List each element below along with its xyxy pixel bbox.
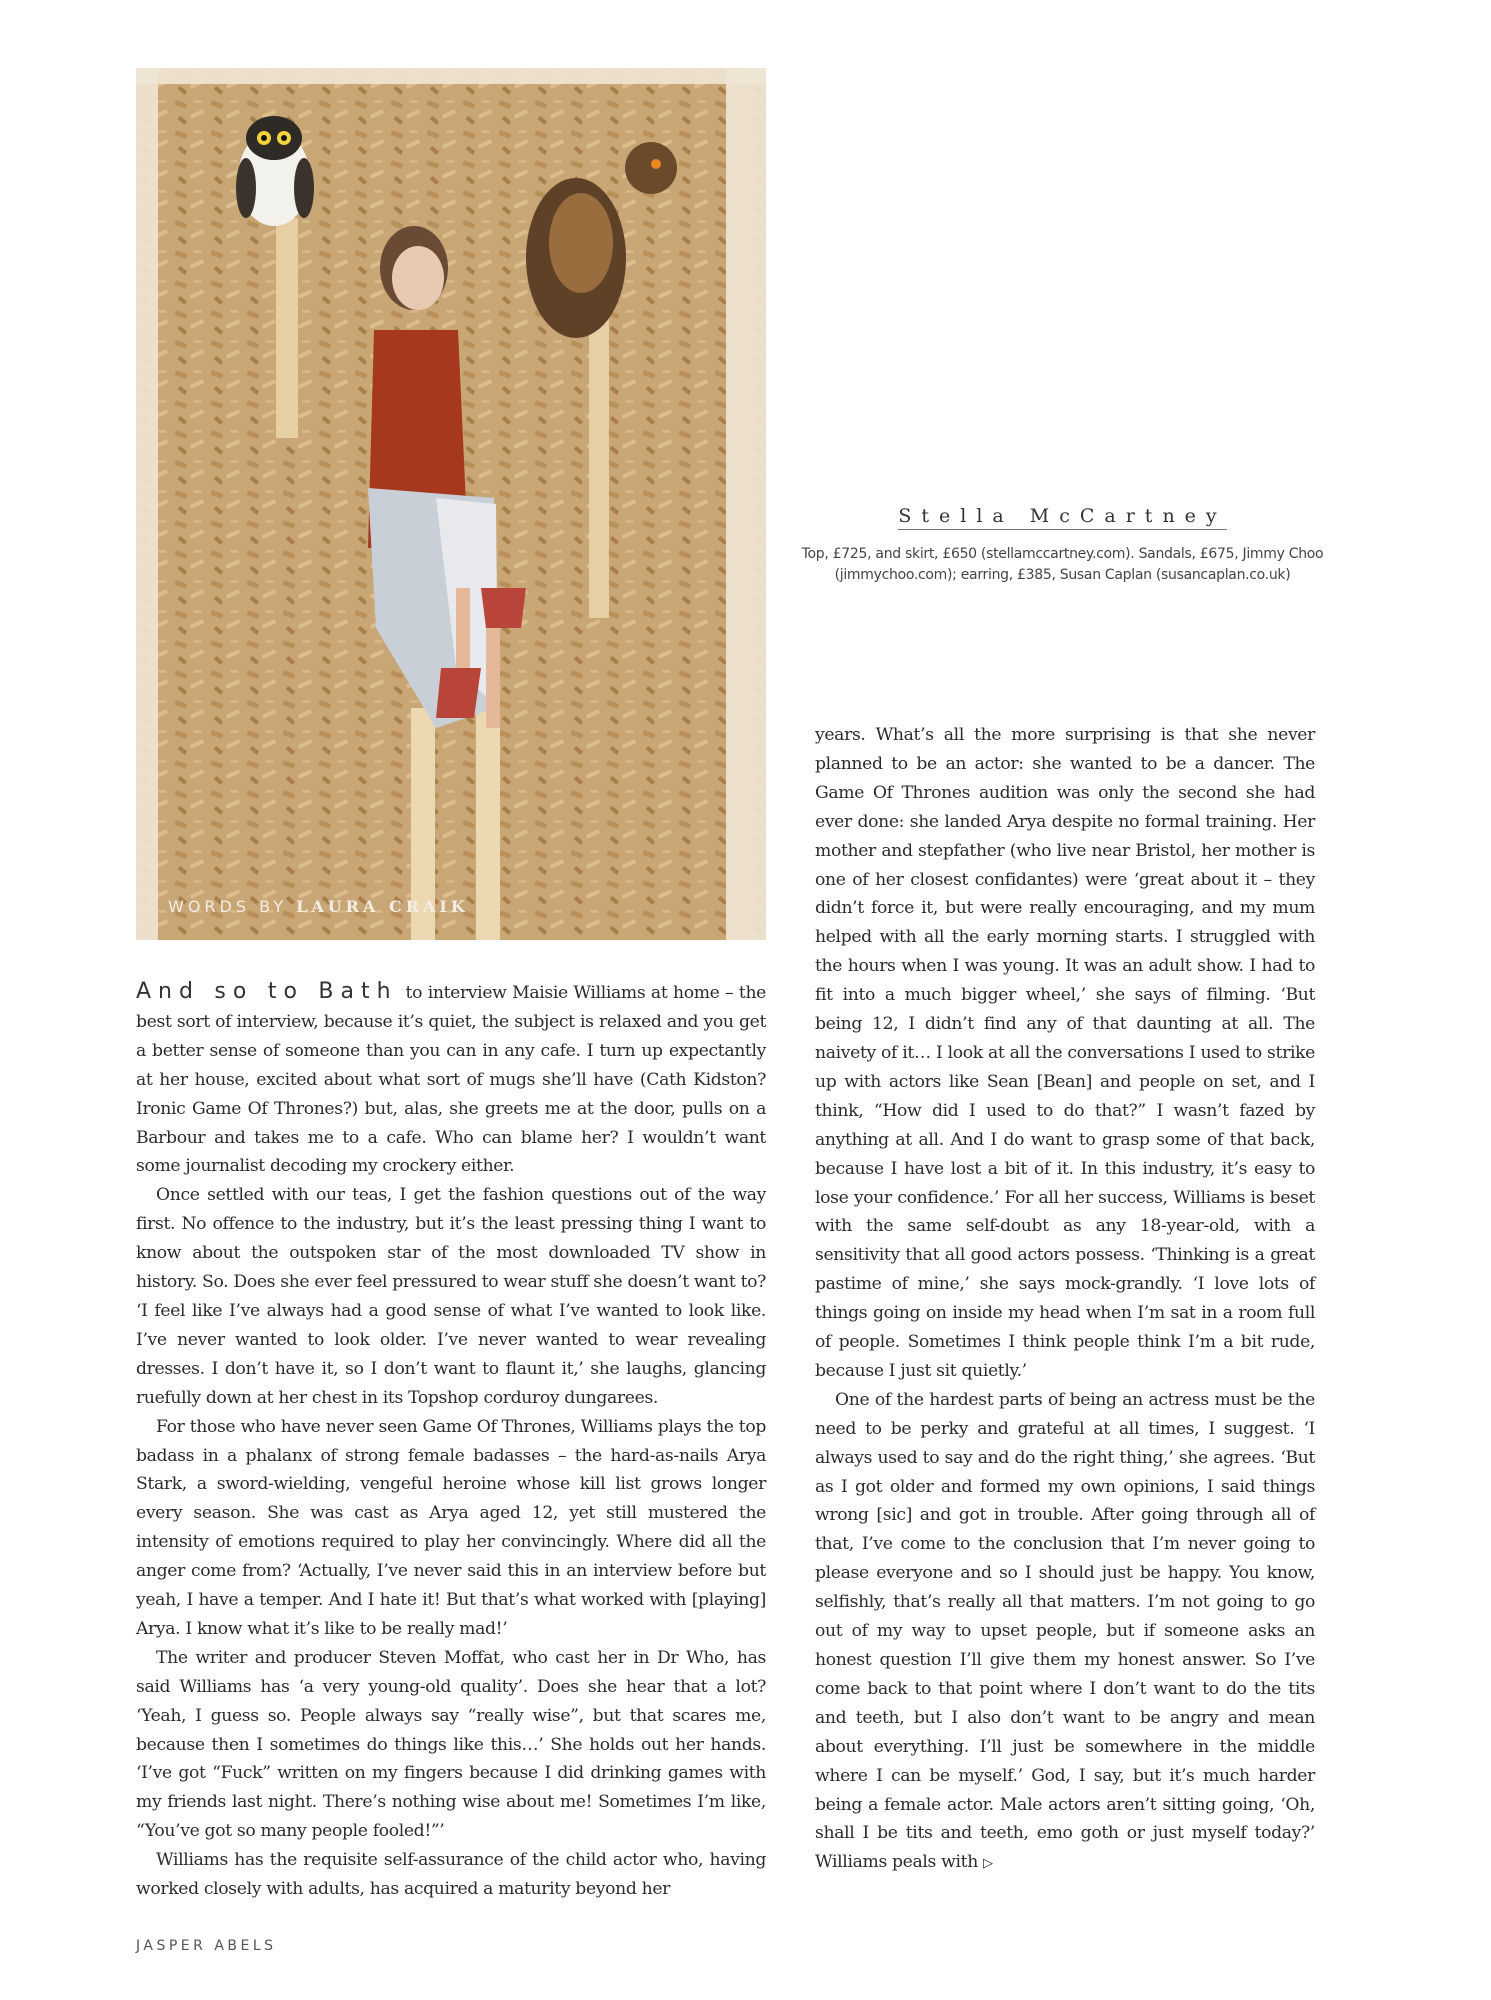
lead-in: And so to Bath bbox=[136, 979, 398, 1004]
byline-prefix: WORDS BY bbox=[168, 897, 287, 916]
byline bbox=[168, 897, 469, 916]
paragraph-text: One of the hardest parts of being an actress must be the need to be perky and grateful at all times, I suggest. ‘I always used to say and do the right thing,’ she agrees. ‘But as I got older and formed my own opinions, I said things wrong [sic] and got in trouble. After going through all of that, I’ve come to the conclusion that I’m never going to please everyone and so I should just be happy. You know, selfishly, that’s really all that matters. I’m not going to go out of my way to upset people, but if someone asks an honest question I’ll give them my honest answer. So I’ve come back to that point where I don’t want to do the tits and teeth, but I also don’t want to be angry and mean about everything. I’ll just be somewhere in the middle where I can be myself.’ God, I say, but it’s much harder being a female actor. Male actors aren’t sitting going, ‘Oh, shall I be tits and teeth, emo goth or just myself today?’ Williams peals with bbox=[815, 1389, 1315, 1873]
photo-illustration bbox=[136, 68, 766, 940]
article-paragraph: years. What’s all the more surprising is that she never planned to be an actor: she wanted to be a dancer. The Game Of Thrones audition was only the second she had ever done: she landed Arya despite no formal training. Her mother and stepfather (who live near Bristol, her mother is one of her closest confidantes) were ‘great about it – they didn’t force it, but were really encouraging, and my mum helped with all the early morning starts. I struggled with the hours when I was young. It was an adult show. I had to fit into a much bigger wheel,’ she says of filming. ‘But being 12, I didn’t find any of that daunting at all. The naivety of it… I look at all the conversations I used to strike up with actors like Sean [Bean] and people on set, and I think, “How did I used to do that?” I wasn’t fazed by anything at all. And I do want to grasp some of that back, because I have lost a bit of it. In this industry, it’s easy to lose your confidence.’ For all her success, Williams is beset with the same self-doubt as any 18-year-old, with a sensitivity that all good actors possess. ‘Thinking is a great pastime of mine,’ she says mock-grandly. ‘I love lots of things going on inside my head when I’m sat in a room full of people. Sometimes I think people think I’m a bit rude, because I just sit quietly.’ bbox=[815, 725, 1315, 1381]
article-column-right bbox=[815, 721, 1315, 1879]
byline-author: LAURA CRAIK bbox=[296, 897, 469, 916]
paragraph-text: to interview Maisie Williams at home – the best sort of interview, because it’s quiet, the subject is relaxed and you get a better sense of someone than you can in any cafe. I turn up expectantly at her house, excited about what sort of mugs she’ll have (Cath Kidston? Ironic Game Of Thrones?) but, alas, she greets me at the door, pulls on a Barbour and takes me to a cafe. Who can blame her? I wouldn’t want some journalist decoding my crockery either. bbox=[136, 983, 766, 1177]
article-paragraph bbox=[815, 1386, 1315, 1879]
caption-credits: Top, £725, and skirt, £650 (stellamccartney.com). Sandals, £675, Jimmy Choo (jimmychoo.com); earring, £385, Susan Caplan (susancaplan.co.uk) bbox=[801, 546, 1324, 583]
feature-photo bbox=[136, 68, 766, 940]
article-paragraph: The writer and producer Steven Moffat, who cast her in Dr Who, has said Williams has ‘a very young-old quality’. Does she hear that a lot? ‘Yeah, I guess so. People always say “really wise”, but that scares me, because then I sometimes do things like this…’ She holds out her hands. ‘I’ve got “Fuck” written on my fingers because I did drinking games with my friends last night. There’s nothing wise about me! Sometimes I’m like, “You’ve got so many people fooled!”’ bbox=[136, 1647, 766, 1842]
article-column-left bbox=[136, 978, 766, 1904]
article-paragraph: Williams has the requisite self-assurance of the child actor who, having worked closely with adults, has acquired a maturity beyond her bbox=[136, 1850, 766, 1900]
article-paragraph: Once settled with our teas, I get the fashion questions out of the way first. No offence to the industry, but it’s the least pressing thing I want to know about the outspoken star of the most downloaded TV show in history. So. Does she ever feel pressured to wear stuff she doesn’t want to? ‘I feel like I’ve always had a good sense of what I’ve wanted to look like. I’ve never wanted to look older. I’ve never wanted to wear revealing dresses. I don’t have it, so I don’t want to flaunt it,’ she laughs, glancing ruefully down at her chest in its Topshop corduroy dungarees. bbox=[136, 1185, 766, 1408]
article-paragraph: For those who have never seen Game Of Thrones, Williams plays the top badass in a phalanx of strong female badasses – the hard-as-nails Arya Stark, a sword-wielding, vengeful heroine whose kill list grows longer every season. She was cast as Arya aged 12, yet still mustered the intensity of emotions required to play her convincingly. Where did all the anger come from? ‘Actually, I’ve never said this in an interview before but yeah, I have a temper. And I hate it! But that’s what worked with [playing] Arya. I know what it’s like to be really mad!’ bbox=[136, 1416, 766, 1639]
photo-caption bbox=[795, 505, 1330, 586]
photo-credit: JASPER ABELS bbox=[136, 1938, 277, 1954]
caption-designer: Stella McCartney bbox=[898, 505, 1226, 530]
article-paragraph bbox=[136, 978, 766, 1181]
continue-arrow-icon: ▷ bbox=[983, 1856, 993, 1872]
